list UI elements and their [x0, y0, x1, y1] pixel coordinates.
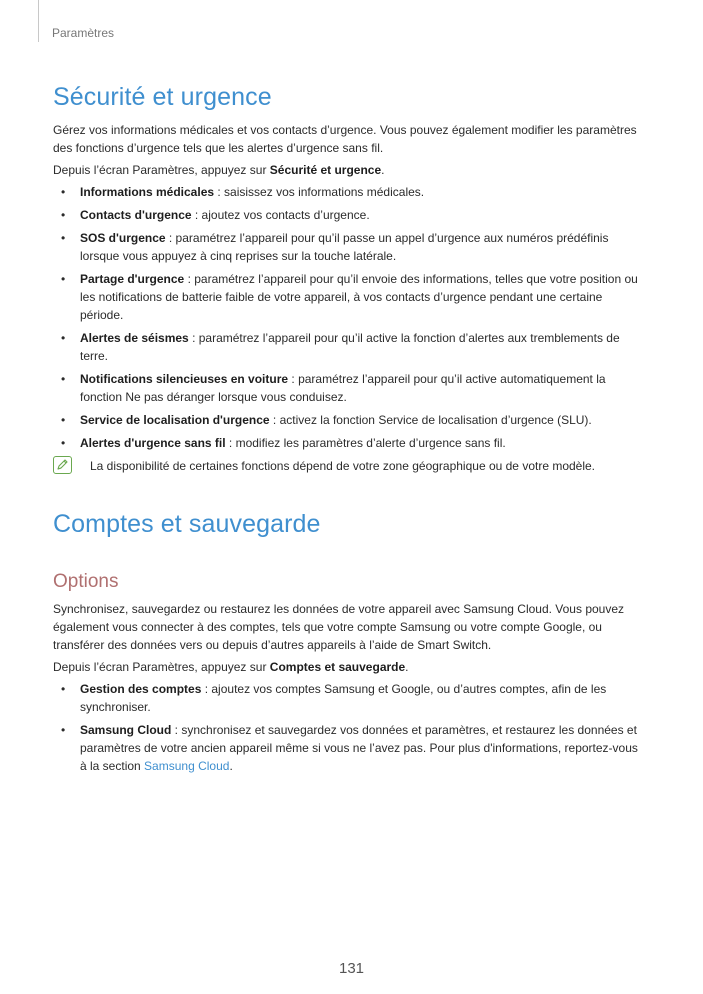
security-options-list	[53, 183, 643, 452]
section-title-accounts: Comptes et sauvegarde	[53, 510, 321, 538]
path-target: Comptes et sauvegarde	[269, 660, 406, 674]
list-item	[53, 229, 643, 265]
item-term: SOS d'urgence	[80, 231, 166, 245]
item-term: Alertes de séismes	[80, 331, 189, 345]
page-number: 131	[338, 960, 365, 977]
item-desc: : modifiez les paramètres d’alerte d’urgence sans fil.	[225, 436, 506, 450]
bullet: •	[61, 331, 66, 345]
accounts-options-list	[53, 680, 643, 775]
header-divider	[38, 0, 39, 42]
item-desc: : paramétrez l’appareil pour qu’il passe un appel d’urgence aux numéros prédéfinis lorsque vous appuyez à cinq reprises sur la touche latérale.	[80, 231, 609, 263]
path-target: Sécurité et urgence	[269, 163, 382, 177]
accounts-intro: Synchronisez, sauvegardez ou restaurez les données de votre appareil avec Samsung Cloud. Vous pouvez également vous connecter à des comptes, tels que votre compte Samsung ou votre compte Google, ou transférer des données vers ou depuis d’autres appareils à l’aide de Smart Switch.	[53, 602, 625, 652]
bullet: •	[61, 413, 66, 427]
item-desc: : ajoutez vos contacts d’urgence.	[191, 208, 370, 222]
item-desc: : paramétrez l’appareil pour qu’il active la fonction d’alertes aux tremblements de terre.	[80, 331, 620, 363]
bullet: •	[61, 272, 66, 286]
bullet: •	[61, 682, 66, 696]
item-desc: : activez la fonction Service de localisation d’urgence (SLU).	[269, 413, 592, 427]
bullet: •	[61, 436, 66, 450]
note-pencil-icon	[53, 456, 72, 474]
bullet: •	[61, 185, 66, 199]
list-item	[53, 370, 643, 406]
security-intro: Gérez vos informations médicales et vos contacts d’urgence. Vous pouvez également modifier les paramètres des fonctions d’urgence tels que les alertes d’urgence sans fil.	[53, 123, 637, 155]
path-prefix: Depuis l’écran Paramètres, appuyez sur	[53, 163, 270, 177]
bullet: •	[61, 372, 66, 386]
item-term: Informations médicales	[80, 185, 215, 199]
bullet: •	[61, 723, 66, 737]
item-desc: : ajoutez vos comptes Samsung et Google, ou d’autres comptes, afin de les synchroniser.	[80, 682, 607, 714]
list-item	[53, 329, 643, 365]
item-term: Samsung Cloud	[80, 723, 172, 737]
item-desc: : paramétrez l’appareil pour qu’il envoie des informations, telles que votre position ou les notifications de batterie faible de votre appareil, à vos contacts d’urgence pendant une certaine période.	[80, 272, 638, 322]
note-text: La disponibilité de certaines fonctions dépend de votre zone géographique ou de votre modèle.	[90, 459, 596, 473]
list-item	[53, 721, 643, 775]
item-term: Alertes d'urgence sans fil	[80, 436, 226, 450]
section-title-security: Sécurité et urgence	[53, 83, 272, 111]
bullet: •	[61, 208, 66, 222]
accounts-path	[53, 658, 643, 676]
path-suffix: .	[381, 163, 385, 177]
list-item	[53, 183, 643, 201]
subsection-title-options: Options	[53, 571, 119, 592]
bullet: •	[61, 231, 66, 245]
item-term: Contacts d'urgence	[80, 208, 192, 222]
list-item	[53, 270, 643, 324]
list-item	[53, 680, 643, 716]
item-desc: : saisissez vos informations médicales.	[214, 185, 425, 199]
item-term: Service de localisation d'urgence	[80, 413, 270, 427]
item-desc: : paramétrez l’appareil pour qu’il active automatiquement la fonction Ne pas déranger lorsque vous conduisez.	[80, 372, 606, 404]
list-item	[53, 434, 643, 452]
item-term: Notifications silencieuses en voiture	[80, 372, 289, 386]
list-item	[53, 411, 643, 429]
item-end: .	[229, 759, 233, 773]
security-path	[53, 161, 643, 179]
samsung-cloud-link[interactable]: Samsung Cloud	[144, 759, 230, 773]
page-content	[53, 80, 643, 780]
path-prefix: Depuis l’écran Paramètres, appuyez sur	[53, 660, 270, 674]
item-term: Partage d'urgence	[80, 272, 185, 286]
running-head: Paramètres	[52, 26, 115, 40]
item-term: Gestion des comptes	[80, 682, 202, 696]
item-desc: : synchronisez et sauvegardez vos données et paramètres, et restaurez les données et paramètres de votre ancien appareil même si vous ne l’avez pas. Pour plus d'informations, reportez-vous à la section	[80, 723, 638, 773]
list-item	[53, 206, 643, 224]
path-suffix: .	[405, 660, 409, 674]
note-block	[53, 457, 643, 477]
